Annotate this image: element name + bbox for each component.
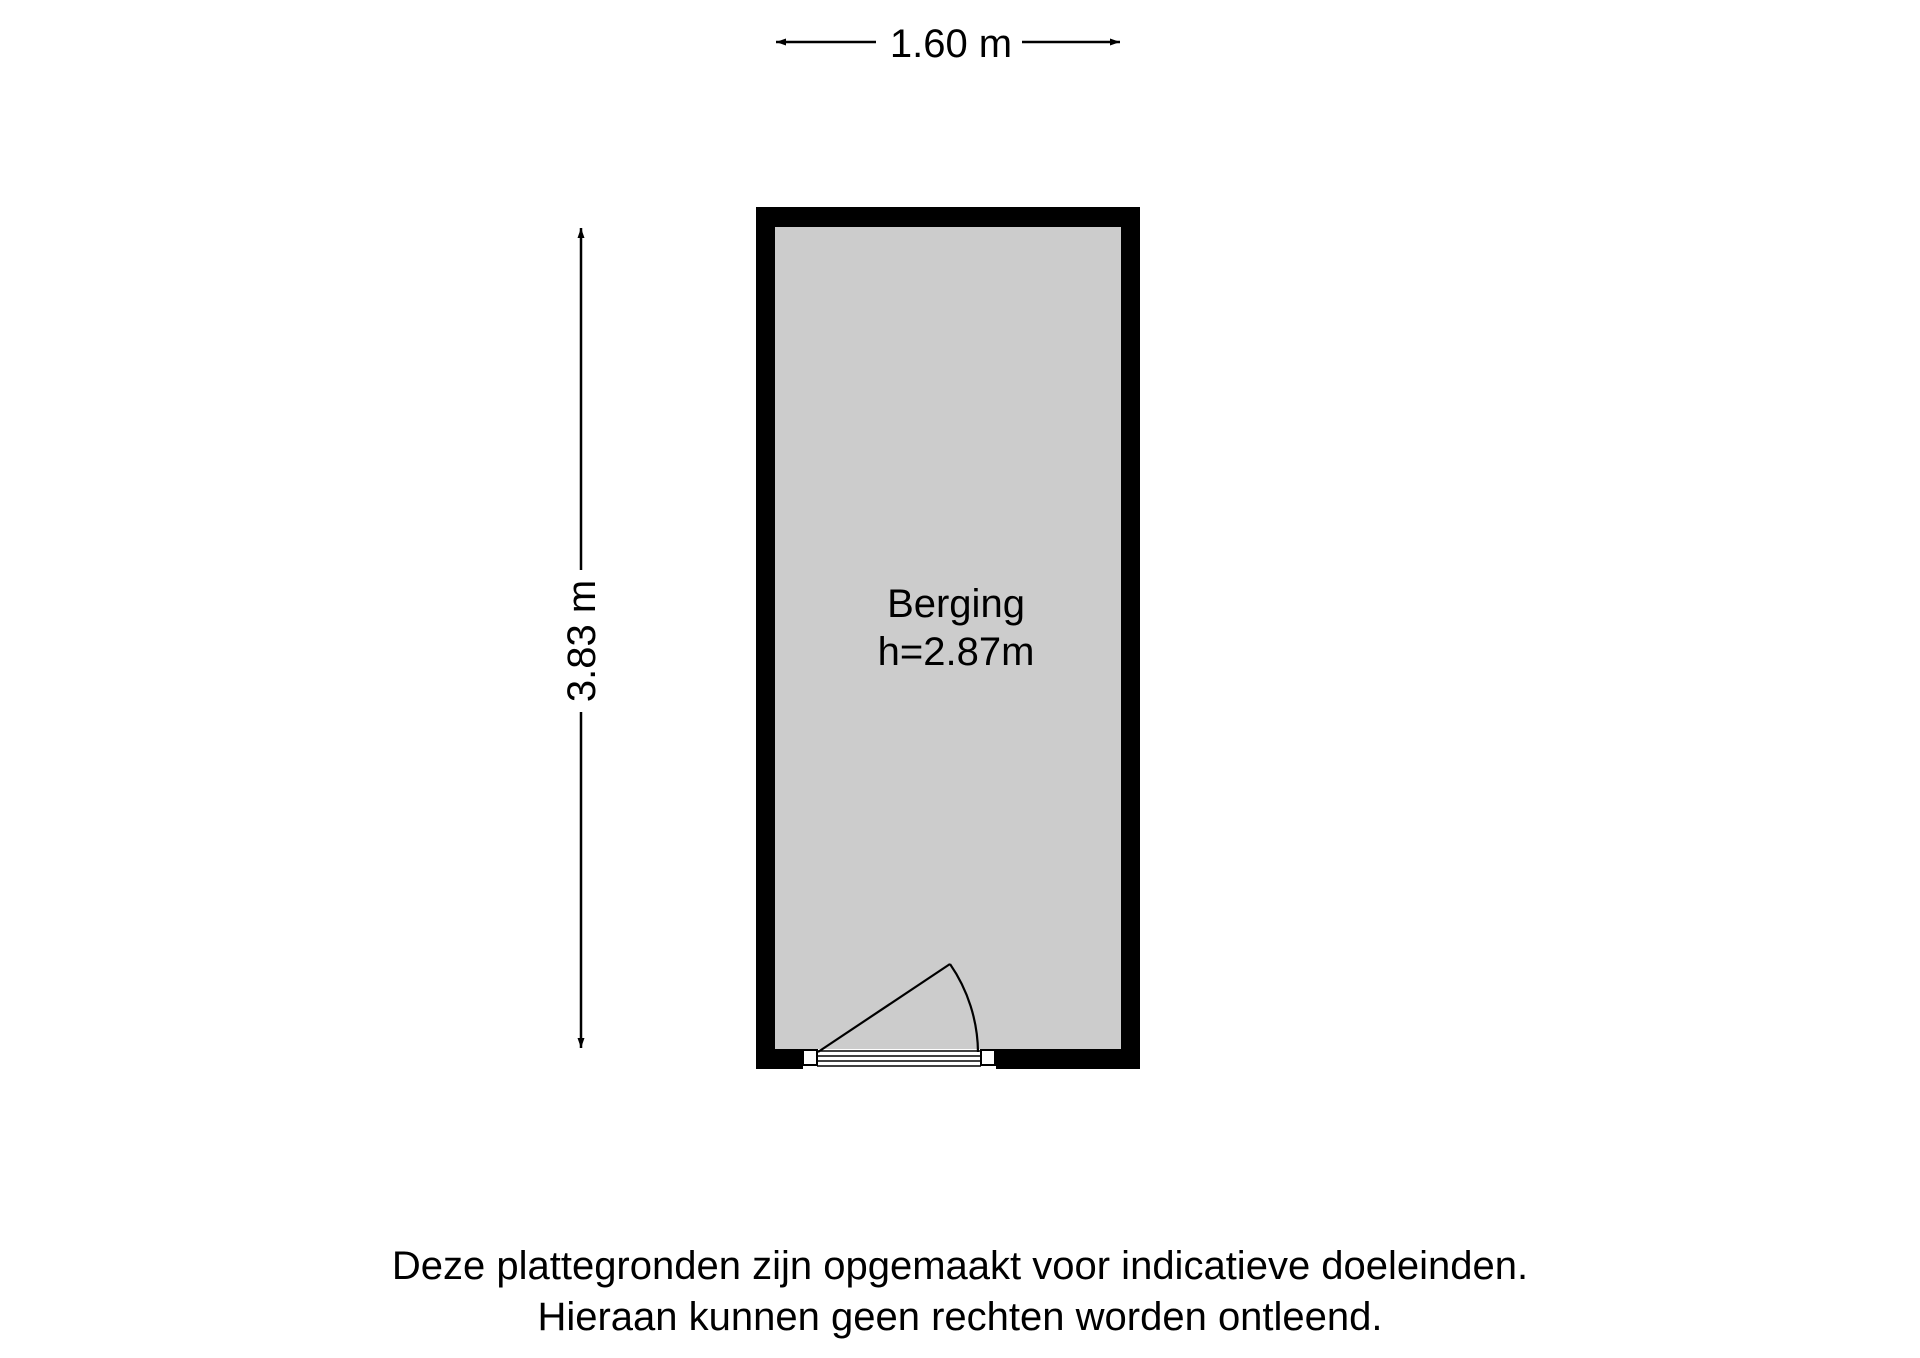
room-name: Berging (887, 582, 1025, 626)
width-dimension-label: 1.60 m (889, 22, 1013, 66)
door-jamb-right (981, 1050, 995, 1065)
room-ceiling-height: h=2.87m (877, 630, 1035, 674)
length-dimension (560, 228, 604, 1048)
room-berging (756, 207, 1140, 1069)
width-dimension (776, 16, 1120, 68)
disclaimer-line-2: Hieraan kunnen geen rechten worden ontleend. (537, 1295, 1383, 1339)
length-dimension-label: 3.83 m (560, 579, 604, 703)
disclaimer-line-1: Deze plattegronden zijn opgemaakt voor indicatieve doeleinden. (391, 1244, 1529, 1288)
door-jamb-left (803, 1050, 817, 1065)
